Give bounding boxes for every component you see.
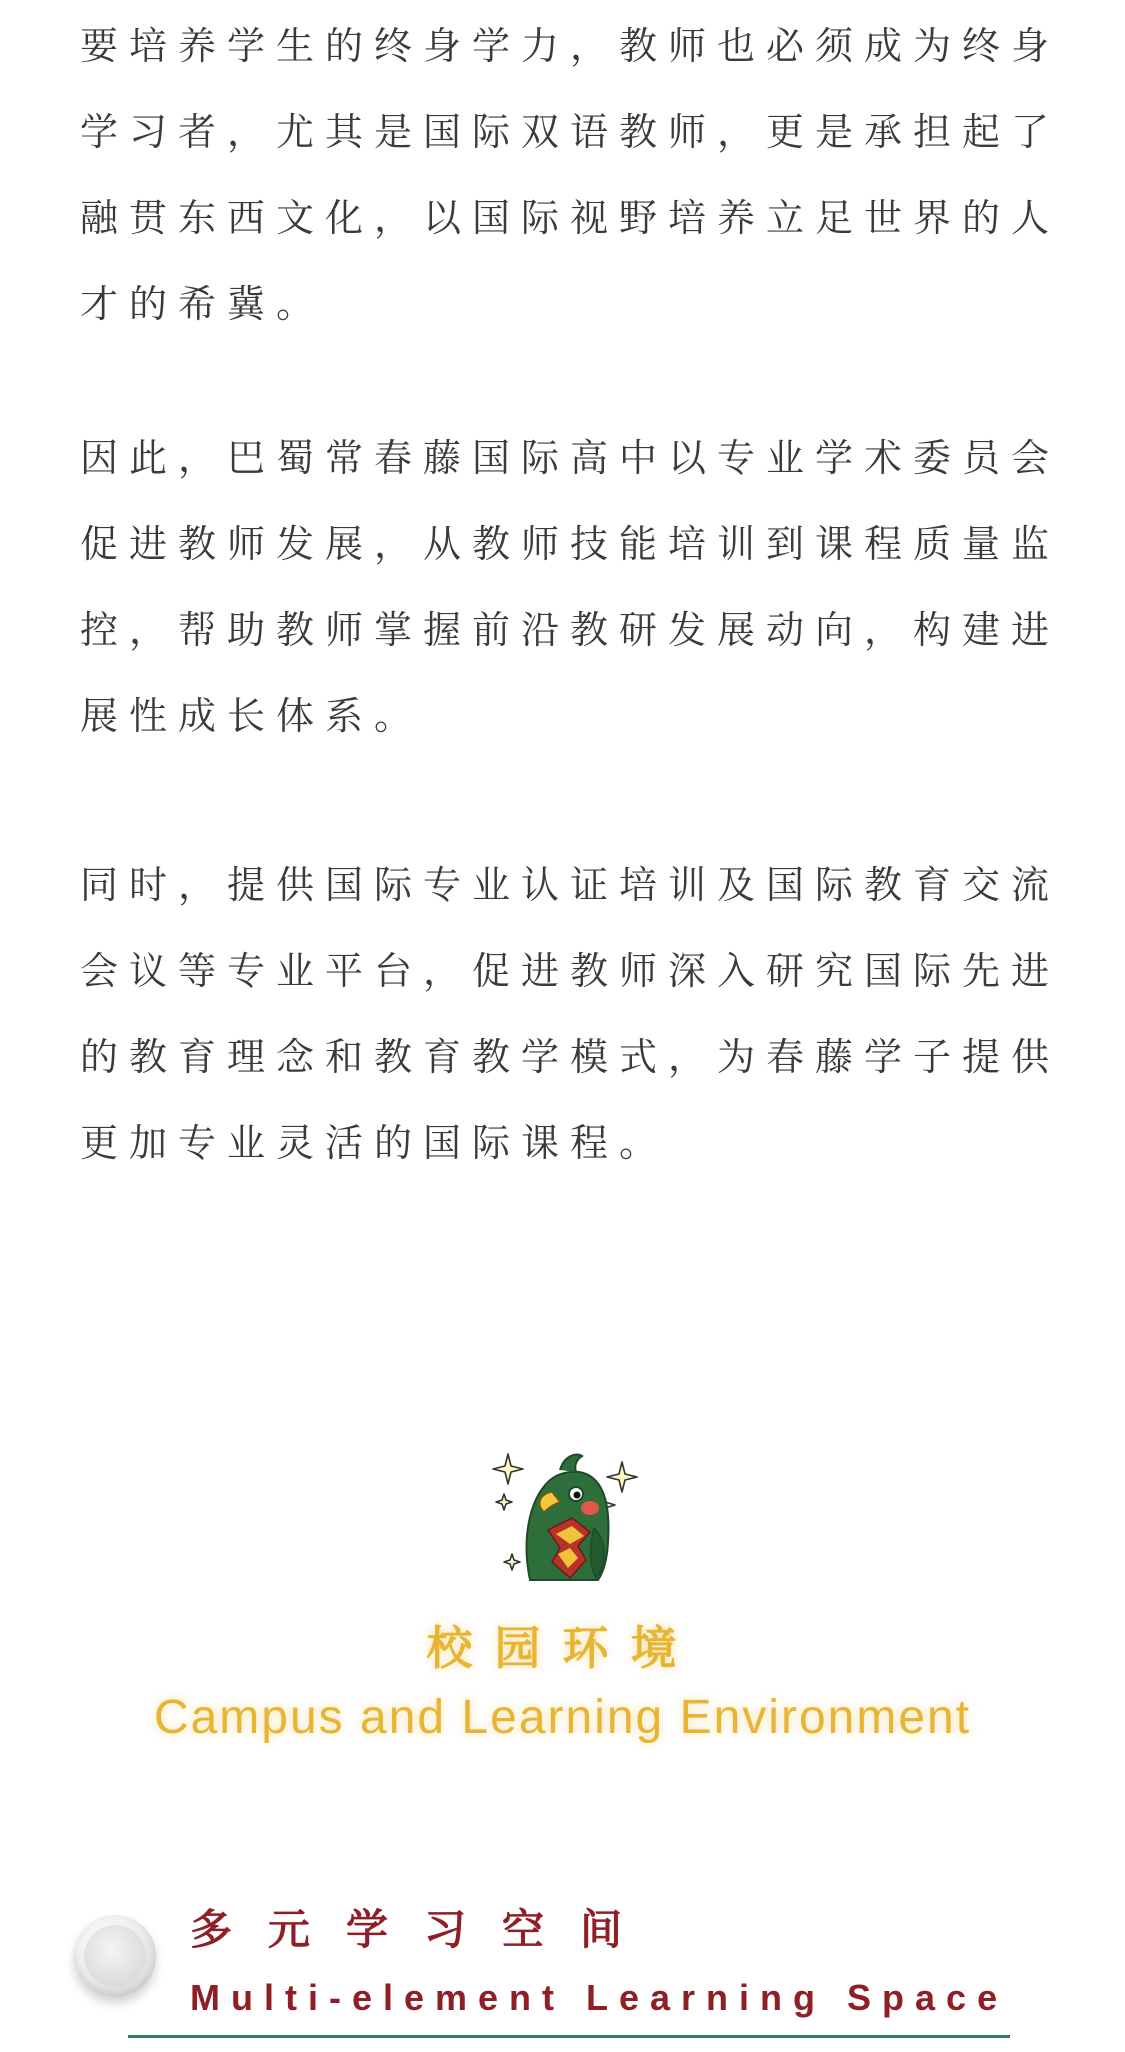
- paragraph-line: 融贯东西文化，以国际视野培养立足世界的人: [80, 196, 1061, 240]
- section-title-cn: 校园环境: [426, 1621, 699, 1675]
- circle-badge-icon: [74, 1915, 156, 1997]
- paragraph-line: 同时，提供国际专业认证培训及国际教育交流: [80, 863, 1061, 907]
- parrot-mascot-icon: [490, 1442, 640, 1582]
- paragraph-line: 的教育理念和教育教学模式，为春藤学子提供: [80, 1035, 1061, 1079]
- paragraph-line: 才的希冀。: [80, 282, 326, 326]
- paragraph-line: 促进教师发展，从教师技能培训到课程质量监: [80, 522, 1061, 566]
- paragraph-line: 更加专业灵活的国际课程。: [80, 1121, 669, 1165]
- subsection-title-en: Multi-element Learning Space: [190, 1977, 1009, 2018]
- paragraph-line: 因此，巴蜀常春藤国际高中以专业学术委员会: [80, 436, 1061, 480]
- paragraph-1: [80, 3, 1061, 347]
- paragraph-3: [80, 842, 1061, 1186]
- paragraph-line: 会议等专业平台，促进教师深入研究国际先进: [80, 949, 1061, 993]
- paragraph-2: [80, 415, 1061, 759]
- section-title-en: Campus and Learning Environment: [153, 1691, 972, 1744]
- paragraph-line: 学习者，尤其是国际双语教师，更是承担起了: [80, 110, 1061, 154]
- paragraph-line: 控，帮助教师掌握前沿教研发展动向，构建进: [80, 608, 1061, 652]
- subsection-title-cn: 多元学习空间: [190, 1905, 659, 1954]
- subsection-divider: [128, 2035, 1010, 2038]
- paragraph-line: 要培养学生的终身学力，教师也必须成为终身: [80, 24, 1061, 68]
- paragraph-line: 展性成长体系。: [80, 694, 424, 738]
- subsection-header: [70, 1895, 1050, 2045]
